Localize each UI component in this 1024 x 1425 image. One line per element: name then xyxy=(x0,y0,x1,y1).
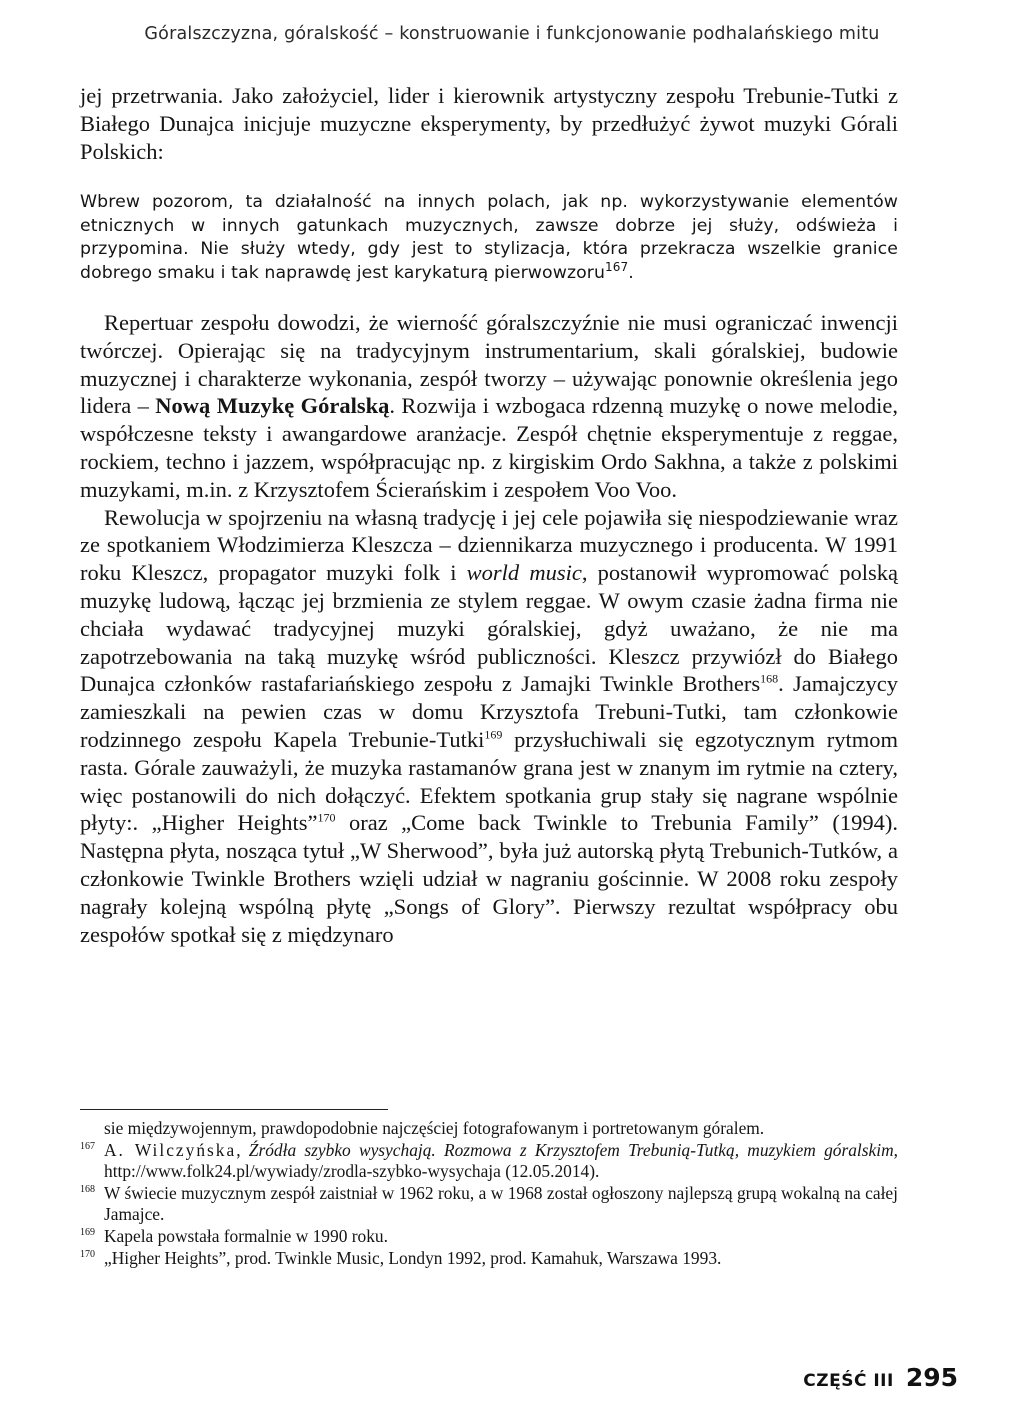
part-label: CZĘŚĆ III xyxy=(803,1371,894,1391)
footnote-continuation: sie międzywojennym, prawdopodobnie najczęściej fotografowanym i portretowanym góralem. xyxy=(104,1118,765,1138)
main-text xyxy=(80,82,898,948)
page-number: 295 xyxy=(905,1363,958,1392)
paragraph-2: Repertuar zespołu dowodzi, że wierność góralszczyźnie nie musi ograniczać inwencji twórczej. Opierając się na tradycyjnym instrumentarium, skali góralskiej, budowie muzycznej i charakterze wykonania, zespół tworzy – używając ponownie określenia jego lidera – Nową Muzykę Góralską. Rozwija i wzbogaca rdzenną muzykę o nowe melodie, współczesne teksty i awangardowe aranżacje. Zespół chętnie eksperymentuje z reggae, rockiem, techno i jazzem, współpracując np. z kirgiskim Ordo Sakhna, a także z polskimi muzykami, m.in. z Krzysztofem Ścierańskim i zespołem Voo Voo. xyxy=(80,310,898,502)
footnote-170: 170 „Higher Heights”, prod. Twinkle Music, Londyn 1992, prod. Kamahuk, Warszawa 1993. xyxy=(80,1247,722,1268)
footnote-divider xyxy=(80,1109,388,1110)
block-quote: Wbrew pozorom, ta działalność na innych polach, jak np. wykorzystywanie elementów etnicznych w innych gatunkach muzycznych, zawsze dobrze jej służy, odświeża i przypomina. Nie służy wtedy, gdy jest to stylizacja, która przekracza wszelkie granice dobrego smaku i tak naprawdę jest karykaturą pierwowzoru$^{167}$. xyxy=(80,192,898,283)
emphasis-bold: Nową Muzykę Góralską xyxy=(155,393,390,419)
footnote-ref-167: 167 xyxy=(605,259,629,274)
footnotes xyxy=(80,1118,898,1269)
footnote-167: 167 A. Wilczyńska, Źródła szybko wysychają. Rozmowa z Krzysztofem Trebunią-Tutką, muzykiem góralskim, http://www.folk24.pl/wywiady/zrodla-szybko-wysychaja (12.05.2014). xyxy=(80,1139,898,1182)
footnote-168: 168 W świecie muzycznym zespół zaistniał w 1962 roku, a w 1968 został ogłoszony najlepszą grupą wokalną na całej Jamajce. xyxy=(80,1182,898,1225)
footnote-169: 169 Kapela powstała formalnie w 1990 roku. xyxy=(80,1225,388,1246)
footnote-ref-169: 169 xyxy=(484,727,503,742)
footnote-ref-168: 168 xyxy=(760,671,779,686)
paragraph-1: jej przetrwania. Jako założyciel, lider i kierownik artystyczny zespołu Trebunie-Tutki z Białego Dunajca inicjuje muzyczne eksperymenty, by przedłużyć żywot muzyki Górali Polskich: xyxy=(80,83,898,164)
footnote-ref-170: 170 xyxy=(317,810,336,825)
running-header: Góralszczyzna, góralskość – konstruowanie i funkcjonowanie podhalańskiego mitu xyxy=(144,24,880,44)
page-footer xyxy=(803,1363,958,1392)
emphasis-italic: world music xyxy=(466,560,582,586)
paragraph-3: Rewolucja w spojrzeniu na własną tradycję i jej cele pojawiła się niespodziewanie wraz ze spotkaniem Włodzimierza Kleszcza – dziennikarza muzycznego i producenta. W 1991 roku Kleszcz, propagator muzyki folk i world music, postanowił wypromować polską muzykę ludową, łącząc jej brzmienia ze stylem reggae. W owym czasie żadna firma nie chciała wydawać tradycyjnej muzyki góralskiej, gdyż uważano, że nie ma zapotrzebowania na taką muzykę wśród publiczności. Kleszcz przywiózł do Białego Dunajca członków rastafariańskiego zespołu z Jamajki Twinkle Brothers$^{168}$. Jamajczycy zamieszkali na pewien czas w domu Krzysztofa Trebuni-Tutki, tam członkowie rodzinnego zespołu Kapela Trebunie-Tutki$^{169}$ przysłuchiwali się egzotycznym rytmom rasta. Górale zauważyli, że muzyka rastamanów grana jest w znanym im rytmie na cztery, więc postanowili do nich dołączyć. Efektem spotkania grup stały się nagrane wspólnie płyty:. „Higher Heights”$^{170}$ oraz „Come back Twinkle to Trebunia Family” (1994). Następna płyta, nosząca tytuł „W Sherwood”, była już autorską płytą Trebunich-Tutków, a członkowie Twinkle Brothers wzięli udział w nagraniu gościnnie. W 2008 roku zespoły nagrały kolejną wspólną płytę „Songs of Glory”. Pierwszy rezultat współpracy obu zespołów spotkał się z międzynaro xyxy=(80,504,898,947)
